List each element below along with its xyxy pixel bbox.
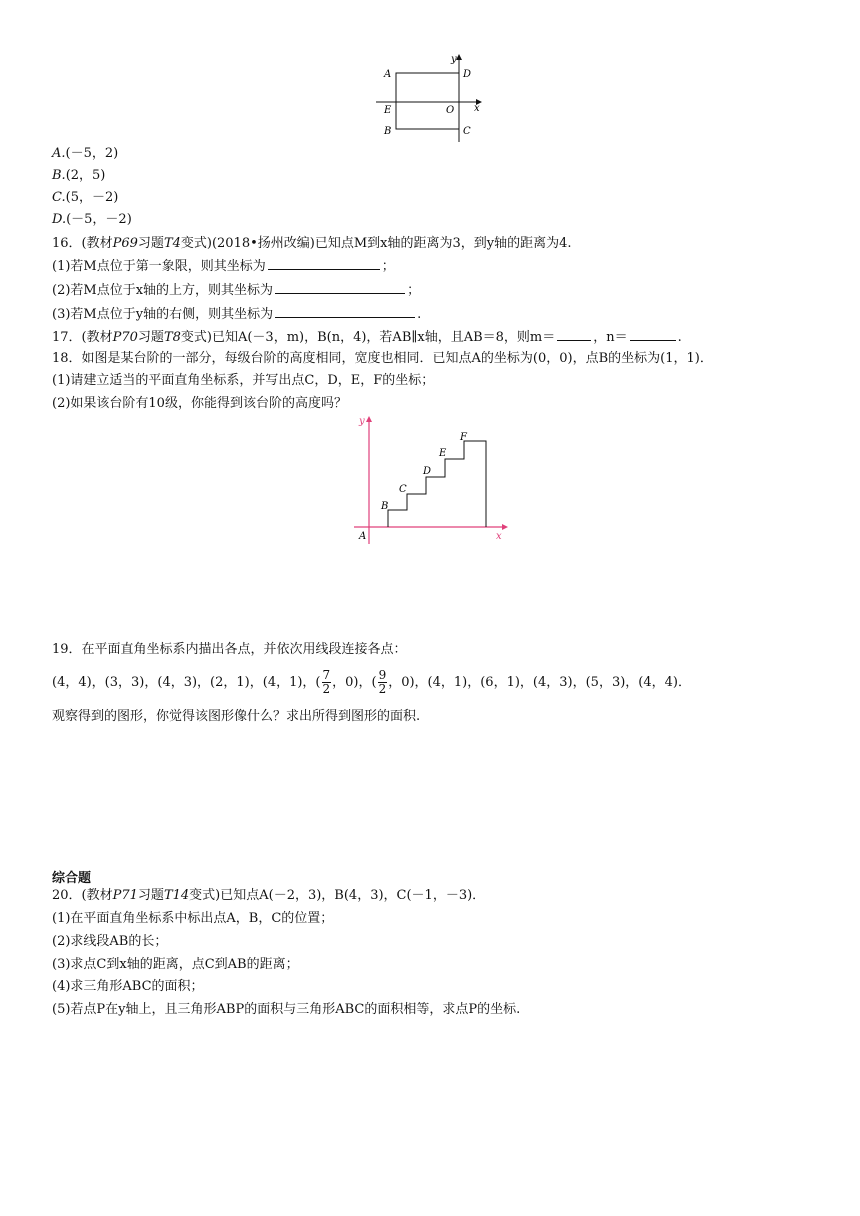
q16-part3 bbox=[52, 304, 421, 324]
label-D: D bbox=[423, 466, 432, 477]
q19-points bbox=[52, 665, 691, 701]
q15-option-d bbox=[52, 211, 132, 229]
q16-stem-c: 变式)(2018•扬州改编)已知点M到x轴的距离为3，到y轴的距离为4. bbox=[180, 236, 572, 251]
q20-ref-page: P71 bbox=[112, 888, 138, 903]
option-text: (2，5) bbox=[65, 168, 106, 183]
label-E: E bbox=[384, 105, 392, 116]
frac-numerator: 9 bbox=[378, 668, 387, 682]
frac-denominator: 2 bbox=[378, 682, 387, 696]
q17-stem bbox=[52, 327, 682, 347]
q20-stem-a: 20．(教材 bbox=[52, 888, 113, 903]
frac-numerator: 7 bbox=[322, 668, 331, 682]
q15-option-b bbox=[52, 167, 105, 185]
q17-stem-a: 17．(教材 bbox=[52, 330, 113, 345]
q18-part2: (2)如果该台阶有10级，你能得到该台阶的高度吗？ bbox=[52, 396, 347, 411]
q16-answer-blank-1[interactable] bbox=[268, 256, 380, 270]
option-letter: D. bbox=[52, 212, 67, 227]
frac-denominator: 2 bbox=[322, 682, 331, 696]
q19-stem: 19．在平面直角坐标系内描出各点，并依次用线段连接各点： bbox=[52, 642, 407, 657]
label-B: B bbox=[381, 501, 389, 512]
q16-part1 bbox=[52, 256, 395, 276]
q17-stem-c: 变式)已知A(－3，m)，B(n，4)，若AB∥x轴，且AB＝8，则m＝ bbox=[180, 330, 556, 345]
q20-stem-c: 变式)已知点A(－2，3)，B(4，3)，C(－1，－3)． bbox=[189, 888, 486, 903]
q16-part2-end: ； bbox=[407, 283, 421, 298]
label-C: C bbox=[399, 484, 407, 495]
option-text: (－5，2) bbox=[65, 146, 119, 161]
option-letter: C. bbox=[52, 190, 66, 205]
q15-option-a bbox=[52, 145, 118, 163]
q15-option-c bbox=[52, 189, 118, 207]
section-title: 综合题 bbox=[52, 871, 92, 886]
label-A: A bbox=[359, 531, 367, 542]
q16-part1-text: (1)若M点位于第一象限，则其坐标为 bbox=[52, 259, 266, 274]
q20-part1: (1)在平面直角坐标系中标出点A，B，C的位置； bbox=[52, 911, 334, 926]
staircase-figure bbox=[350, 412, 518, 548]
q16-stem-b: 习题 bbox=[137, 236, 164, 251]
label-x: x bbox=[496, 531, 502, 542]
q16-part3-end: . bbox=[417, 307, 422, 322]
q18-stem: 18．如图是某台阶的一部分，每级台阶的高度相同，宽度也相同．已知点A的坐标为(0，0)，点B的坐标为(1，1)． bbox=[52, 351, 713, 366]
x-axis-arrow bbox=[502, 524, 508, 530]
option-letter: B. bbox=[52, 168, 66, 183]
label-F: F bbox=[460, 432, 467, 443]
option-letter: A. bbox=[52, 146, 66, 161]
q16-ref-item: T4 bbox=[163, 236, 181, 251]
q18-part1: (1)请建立适当的平面直角坐标系，并写出点C，D，E，F的坐标； bbox=[52, 373, 435, 388]
q17-answer-blank-n[interactable] bbox=[630, 327, 676, 341]
q20-ref-item: T14 bbox=[163, 888, 190, 903]
q20-part3: (3)求点C到x轴的距离，点C到AB的距离； bbox=[52, 957, 299, 972]
label-E: E bbox=[439, 448, 447, 459]
y-axis-arrow bbox=[456, 54, 462, 60]
y-axis-arrow bbox=[366, 416, 372, 422]
q16-stem bbox=[52, 235, 572, 253]
q16-ref-page: P69 bbox=[112, 236, 138, 251]
q19-points-b: ，0)，( bbox=[332, 675, 377, 690]
rectangle-ABCD bbox=[396, 73, 459, 129]
label-A: A bbox=[384, 69, 392, 80]
q16-part1-end: ； bbox=[381, 259, 395, 274]
q20-stem bbox=[52, 887, 485, 905]
q19-question: 观察得到的图形，你觉得该图形像什么？求出所得到图形的面积. bbox=[52, 709, 421, 724]
q19-points-c: ，0)，(4，1)，(6，1)，(4，3)，(5，3)，(4，4)． bbox=[388, 675, 691, 690]
label-x: x bbox=[474, 103, 480, 114]
label-y: y bbox=[451, 54, 457, 65]
rectangle-axes-figure bbox=[372, 52, 492, 144]
label-O: O bbox=[446, 105, 455, 116]
label-y: y bbox=[359, 416, 365, 427]
q16-part3-text: (3)若M点位于y轴的右侧，则其坐标为 bbox=[52, 307, 274, 322]
fraction-7-over-2 bbox=[322, 669, 332, 696]
q17-ref-item: T8 bbox=[163, 330, 181, 345]
q16-part2-text: (2)若M点位于x轴的上方，则其坐标为 bbox=[52, 283, 274, 298]
fraction-9-over-2 bbox=[378, 669, 388, 696]
q20-part2: (2)求线段AB的长； bbox=[52, 934, 168, 949]
label-C: C bbox=[463, 126, 471, 137]
option-text: (－5，－2) bbox=[66, 212, 132, 227]
option-text: (5，－2) bbox=[65, 190, 119, 205]
q16-part2 bbox=[52, 280, 420, 300]
q17-ref-page: P70 bbox=[112, 330, 138, 345]
q20-stem-b: 习题 bbox=[137, 888, 164, 903]
q16-answer-blank-2[interactable] bbox=[275, 280, 405, 294]
q17-mid: ，n＝ bbox=[593, 330, 628, 345]
q17-answer-blank-m[interactable] bbox=[557, 327, 591, 341]
q20-part5: (5)若点P在y轴上，且三角形ABP的面积与三角形ABC的面积相等，求点P的坐标. bbox=[52, 1002, 521, 1017]
label-B: B bbox=[384, 126, 392, 137]
q17-end: . bbox=[677, 330, 682, 345]
label-D: D bbox=[463, 69, 472, 80]
q20-part4: (4)求三角形ABC的面积； bbox=[52, 979, 204, 994]
q16-stem-a: 16．(教材 bbox=[52, 236, 113, 251]
q19-points-a: (4，4)，(3，3)，(4，3)，(2，1)，(4，1)，( bbox=[52, 675, 321, 690]
q17-stem-b: 习题 bbox=[137, 330, 164, 345]
q16-answer-blank-3[interactable] bbox=[275, 304, 415, 318]
